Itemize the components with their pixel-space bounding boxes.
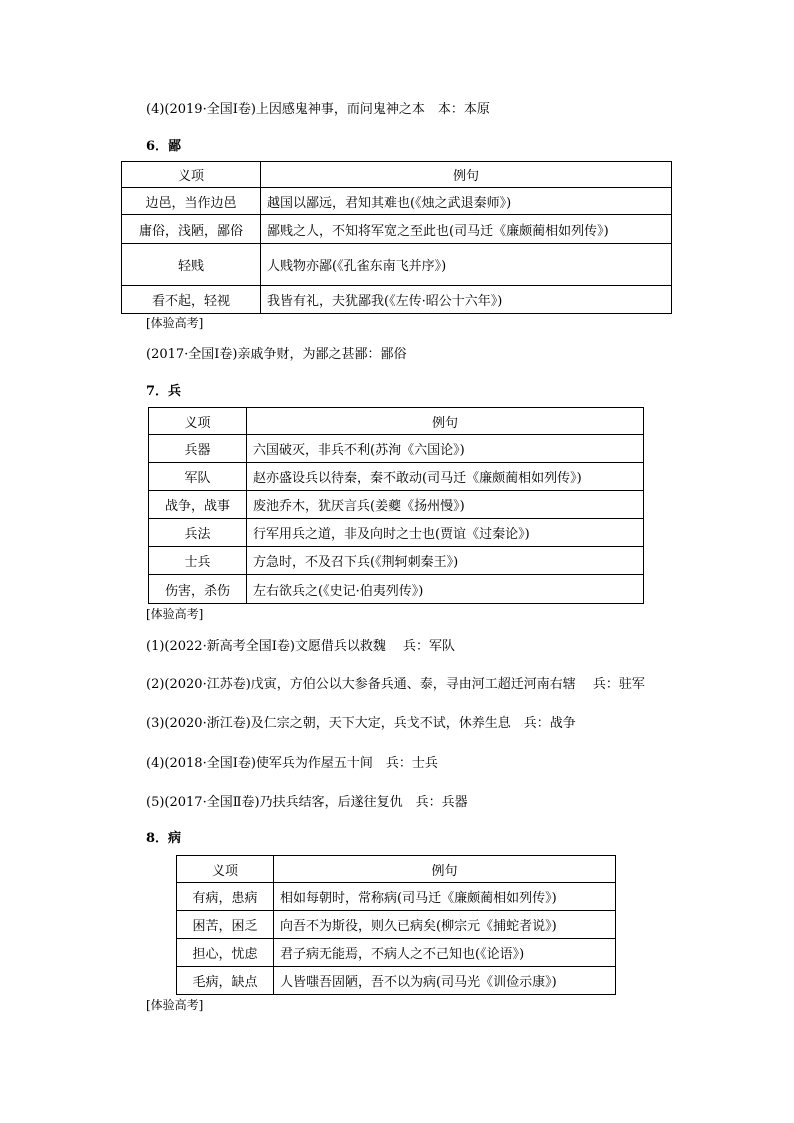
example-cell: 我皆有礼，夫犹鄙我(《左传·昭公十六年》) [261, 286, 672, 314]
table-row [122, 215, 672, 244]
table-row [149, 435, 644, 463]
table-row [177, 967, 616, 995]
col-header-example: 例句 [261, 162, 672, 188]
exam-item: (5)(2017·全国Ⅱ卷)乃扶兵结客，后遂往复仇 兵：兵器 [146, 795, 468, 810]
term-cell: 庸俗，浅陋，鄙俗 [122, 215, 261, 244]
example-cell: 废池乔木，犹厌言兵(姜夔《扬州慢》) [247, 491, 644, 519]
table-row [149, 463, 644, 491]
table-row [177, 911, 616, 939]
term-cell: 担心，忧虑 [177, 939, 274, 967]
term-cell: 军队 [149, 463, 247, 491]
table-header-row [149, 408, 644, 435]
exam-label: [体验高考] [146, 607, 204, 621]
exam-label: [体验高考] [146, 316, 204, 330]
table-row [122, 244, 672, 286]
col-header-example: 例句 [274, 856, 616, 883]
example-cell: 左右欲兵之(《史记·伯夷列传》) [247, 575, 644, 604]
exam-item: (2017·全国Ⅰ卷)亲戚争财，为鄙之甚鄙：鄙俗 [146, 347, 407, 362]
table-header-row [177, 856, 616, 883]
exam-item: (3)(2020·浙江卷)及仁宗之朝，天下大定，兵戈不试，休养生息 兵：战争 [146, 716, 576, 731]
example-cell: 鄙贱之人，不知将军宽之至此也(司马迁《廉颇蔺相如列传》) [261, 215, 672, 244]
table-row [122, 188, 672, 215]
example-cell: 人贱物亦鄙(《孔雀东南飞并序》) [261, 244, 672, 286]
example-cell: 相如每朝时，常称病(司马迁《廉颇蔺相如列传》) [274, 883, 616, 911]
table-row [149, 575, 644, 604]
term-cell: 兵器 [149, 435, 247, 463]
term-cell: 有病，患病 [177, 883, 274, 911]
table-header-row [122, 162, 672, 188]
meaning-table-bing-illness [176, 855, 616, 995]
meaning-table-bing [148, 407, 644, 604]
exam-label: [体验高考] [146, 998, 204, 1012]
term-cell: 士兵 [149, 547, 247, 575]
exam-item: (1)(2022·新高考全国Ⅰ卷)文愿借兵以救魏 兵：军队 [146, 639, 456, 654]
table-row [122, 286, 672, 314]
term-cell: 兵法 [149, 519, 247, 547]
example-cell: 君子病无能焉，不病人之不己知也(《论语》) [274, 939, 616, 967]
col-header-term: 义项 [149, 408, 247, 435]
exam-item: (2)(2020·江苏卷)戊寅，方伯公以大参备兵通、泰，寻由河工超迁河南右辖 兵：驻军 [146, 677, 645, 692]
table-row [177, 883, 616, 911]
term-cell: 伤害，杀伤 [149, 575, 247, 604]
table-row [149, 519, 644, 547]
table-row [177, 939, 616, 967]
table-row [149, 491, 644, 519]
table-row [149, 547, 644, 575]
section-heading: 6．鄙 [146, 139, 182, 154]
example-cell: 方急时，不及召下兵(《荆轲刺秦王》) [247, 547, 644, 575]
example-cell: 越国以鄙远，君知其难也(《烛之武退秦师》) [261, 188, 672, 215]
example-cell: 人皆嗤吾固陋，吾不以为病(司马光《训俭示康》) [274, 967, 616, 995]
exam-item: (4)(2018·全国Ⅰ卷)使军兵为作屋五十间 兵：士兵 [146, 756, 438, 771]
example-cell: 向吾不为斯役，则久已病矣(柳宗元《捕蛇者说》) [274, 911, 616, 939]
example-cell: 六国破灭，非兵不利(苏洵《六国论》) [247, 435, 644, 463]
example-line: (4)(2019·全国Ⅰ卷)上因感鬼神事，而问鬼神之本 本：本原 [146, 102, 490, 117]
term-cell: 困苦，困乏 [177, 911, 274, 939]
term-cell: 看不起，轻视 [122, 286, 261, 314]
example-cell: 赵亦盛设兵以待秦，秦不敢动(司马迁《廉颇蔺相如列传》) [247, 463, 644, 491]
term-cell: 轻贱 [122, 244, 261, 286]
section-heading: 7．兵 [146, 384, 182, 399]
col-header-example: 例句 [247, 408, 644, 435]
term-cell: 战争，战事 [149, 491, 247, 519]
meaning-table-bi [121, 161, 672, 314]
section-heading: 8．病 [146, 831, 182, 846]
col-header-term: 义项 [177, 856, 274, 883]
term-cell: 毛病，缺点 [177, 967, 274, 995]
example-cell: 行军用兵之道，非及向时之士也(贾谊《过秦论》) [247, 519, 644, 547]
col-header-term: 义项 [122, 162, 261, 188]
term-cell: 边邑，当作边邑 [122, 188, 261, 215]
